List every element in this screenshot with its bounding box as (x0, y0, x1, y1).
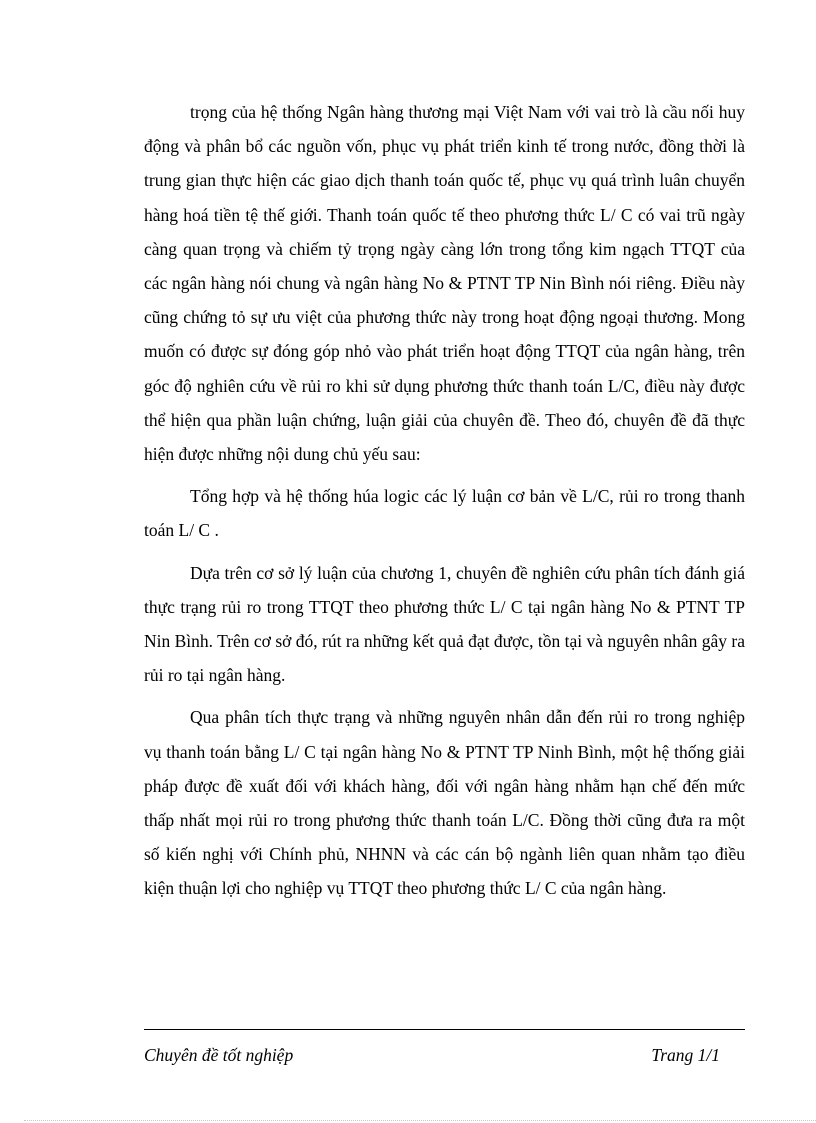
body-paragraph-3: Dựa trên cơ sở lý luận của chương 1, chuyên đề nghiên cứu phân tích đánh giá thực trạng rủi ro trong TTQT theo phương thức L/ C tại ngân hàng No & PTNT TP Nin Bình. Trên cơ sở đó, rút ra những kết quả đạt được, tồn tại và nguyên nhân gây ra rủi ro tại ngân hàng. (144, 562, 745, 686)
footer-divider (144, 1029, 745, 1030)
body-paragraph-2: Tổng hợp và hệ thống húa logic các lý luận cơ bản về L/C, rủi ro trong thanh toán L/ C . (144, 486, 745, 541)
page-bottom-edge (24, 1120, 816, 1121)
document-body (144, 95, 745, 906)
footer-title: Chuyên đề tốt nghiệp (144, 1045, 294, 1065)
footer-page-number: Trang 1/1 (651, 1045, 720, 1065)
body-paragraph-4: Qua phân tích thực trạng và những nguyên nhân dẫn đến rủi ro trong nghiệp vụ thanh toán bằng L/ C tại ngân hàng No & PTNT TP Ninh Bình, một hệ thống giải pháp được đề xuất đối với khách hàng, đối với ngân hàng nhằm hạn chế đến mức thấp nhất mọi rủi ro trong phương thức thanh toán L/C. Đồng thời cũng đưa ra một số kiến nghị với Chính phủ, NHNN và các cán bộ ngành liên quan nhằm tạo điều kiện thuận lợi cho nghiệp vụ TTQT theo phương thức L/ C của ngân hàng. (144, 707, 745, 899)
body-paragraph-1: trọng của hệ thống Ngân hàng thương mại Việt Nam với vai trò là cầu nối huy động và phân bổ các nguồn vốn, phục vụ phát triển kinh tế trong nước, đồng thời là trung gian thực hiện các giao dịch thanh toán quốc tế, phục vụ quá trình luân chuyển hàng hoá tiền tệ thế giới. Thanh toán quốc tế theo phương thức L/ C có vai trũ ngày càng quan trọng và chiếm tỷ trọng ngày càng lớn trong tổng kim ngạch TTQT của các ngân hàng nói chung và ngân hàng No & PTNT TP Nin Bình nói riêng. Điều này cũng chứng tỏ sự ưu việt của phương thức này trong hoạt động ngoại thương. Mong muốn có được sự đóng góp nhỏ vào phát triển hoạt động TTQT của ngân hàng, trên góc độ nghiên cứu về rủi ro khi sử dụng phương thức thanh toán L/C, điều này được thể hiện qua phần luận chứng, luận giải của chuyên đề. Theo đó, chuyên đề đã thực hiện được những nội dung chủ yếu sau: (144, 102, 745, 465)
page-footer (144, 1044, 720, 1066)
